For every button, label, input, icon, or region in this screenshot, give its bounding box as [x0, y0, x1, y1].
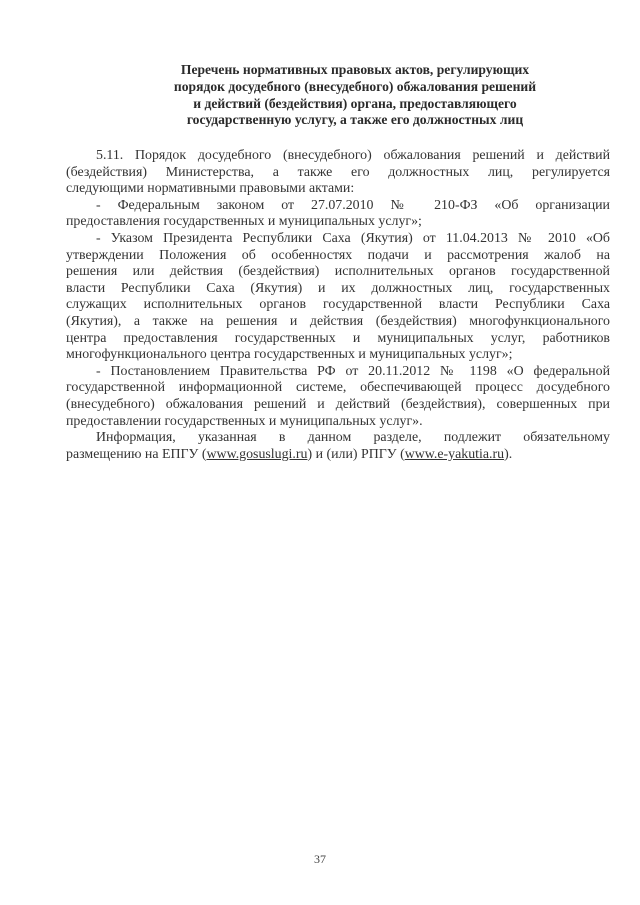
decree-2010-line-7: центра предоставления государственных и муниципальных услуг, работников — [66, 330, 610, 346]
document-body — [66, 148, 610, 463]
heading-line-2: порядок досудебного (внесудебного) обжалования решений — [173, 78, 537, 94]
resolution-1198-line-3: (внесудебного) обжалования решений и действий (бездействия), совершенных при — [66, 396, 610, 412]
paragraph-5-11-line-2: (бездействия) Министерства, а также его должностных лиц, регулируется — [66, 164, 610, 180]
decree-2010-line-4: власти Республики Саха (Якутия) и их должностных лиц, государственных — [66, 280, 610, 296]
decree-2010-line-2: утверждении Положения об особенностях подачи и рассмотрения жалоб на — [66, 247, 610, 263]
information-line-2-prefix: размещению на ЕПГУ ( — [66, 446, 207, 462]
resolution-1198-line-4: предоставлении государственных и муниципальных услуг». — [66, 413, 423, 429]
paragraph-5-11-line-3: следующими нормативными правовыми актами: — [66, 181, 355, 197]
page-number: 37 — [314, 852, 326, 866]
gosuslugi-link[interactable]: www.gosuslugi.ru — [206, 446, 308, 462]
law-210-fz-line-2: предоставления государственных и муниципальных услуг»; — [66, 214, 422, 230]
decree-2010-line-8: многофункционального центра государственных и муниципальных услуг»; — [66, 347, 513, 363]
information-line-1: Информация, указанная в данном разделе, подлежит обязательному — [96, 430, 610, 446]
decree-2010-line-6: (Якутия), а также на решения и действия (бездействия) многофункционального — [66, 313, 610, 329]
heading-line-3: и действий (бездействия) органа, предоставляющего — [193, 95, 517, 111]
decree-2010-line-1: - Указом Президента Республики Саха (Якутия) от 11.04.2013 № 2010 «Об — [96, 230, 610, 246]
e-yakutia-link[interactable]: www.e-yakutia.ru — [404, 446, 505, 462]
information-line-2-middle: ) и (или) РПГУ ( — [307, 446, 405, 462]
information-line-2-suffix: ). — [504, 446, 513, 462]
resolution-1198-line-2: государственной информационной системе, обеспечивающей процесс досудебного — [66, 380, 610, 396]
paragraph-5-11-line-1: 5.11. Порядок досудебного (внесудебного) обжалования решений и действий — [96, 148, 610, 163]
law-210-fz-line-1: - Федеральным законом от 27.07.2010 № 210-ФЗ «Об организации — [96, 197, 610, 213]
resolution-1198-line-1: - Постановлением Правительства РФ от 20.11.2012 № 1198 «О федеральной — [96, 363, 610, 379]
document-heading — [120, 62, 590, 129]
decree-2010-line-3: решения или действия (бездействия) исполнительных органов государственной — [66, 264, 610, 280]
heading-line-4: государственную услугу, а также его должностных лиц — [186, 112, 524, 128]
heading-line-1: Перечень нормативных правовых актов, регулирующих — [180, 62, 530, 77]
decree-2010-line-5: служащих исполнительных органов государственной власти Республики Саха — [66, 297, 610, 313]
information-line-2 — [66, 447, 610, 464]
